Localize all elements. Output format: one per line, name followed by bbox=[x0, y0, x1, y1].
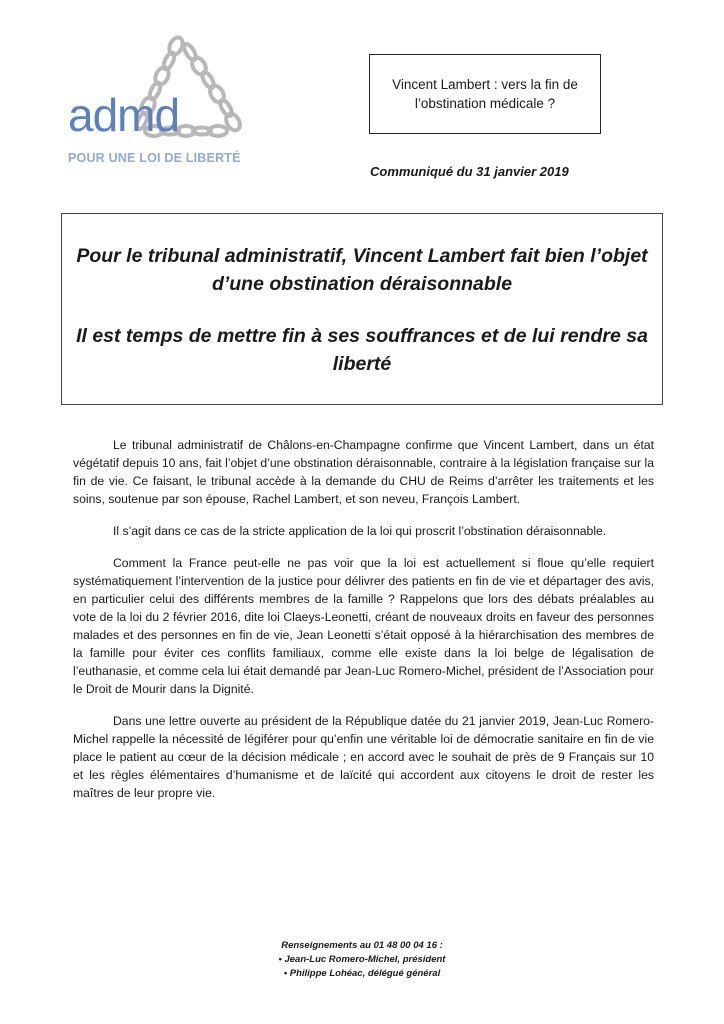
headline-box bbox=[61, 213, 663, 405]
document-title-box bbox=[369, 54, 601, 134]
headline-primary: Pour le tribunal administratif, Vincent Lambert fait bien l’objet d’une obstination déraisonnable bbox=[76, 245, 648, 295]
footer-contact-president: • Jean-Luc Romero-Michel, président bbox=[278, 954, 446, 965]
footer-contact-delegate: • Philippe Lohéac, délégué général bbox=[283, 968, 441, 979]
paragraph: Comment la France peut-elle ne pas voir que la loi est actuellement si floue qu’elle requiert systématiquement l’intervention de la justice pour délivrer des patients en fin de vie et départager des avis, en particulier celui des différents membres de la famille ? Rappelons que lors des débats préalables au vote de la loi du 2 février 2016, dite loi Claeys-Leonetti, créant de nouveaux droits en faveur des personnes malades et des personnes en fin de vie, Jean Leonetti s’était opposé à la hiérarchisation des membres de la famille pour éviter ces conflits familiaux, comme elle existe dans la loi belge de légalisation de l’euthanasie, et comme cela lui était demandé par Jean-Luc Romero-Michel, président de l’Association pour le Droit de Mourir dans la Dignité. bbox=[73, 556, 654, 696]
document-title: Vincent Lambert : vers la fin de l’obstination médicale ? bbox=[392, 77, 578, 111]
logo bbox=[62, 30, 272, 170]
logo-tagline: POUR UNE LOI DE LIBERTÉ bbox=[68, 151, 241, 165]
footer-info-label: Renseignements au 01 48 00 04 16 : bbox=[281, 940, 443, 951]
headline-secondary: Il est temps de mettre fin à ses souffrances et de lui rendre sa liberté bbox=[76, 325, 648, 375]
paragraph: Il s’agit dans ce cas de la stricte application de la loi qui proscrit l’obstination déraisonnable. bbox=[113, 524, 607, 538]
body-text bbox=[73, 436, 654, 816]
logo-wordmark: admd bbox=[68, 89, 180, 141]
paragraph: Le tribunal administratif de Châlons-en-Champagne confirme que Vincent Lambert, dans un état végétatif depuis 10 ans, fait l’objet d’une obstination déraisonnable, contraire à la législation française sur la fin de vie. Ce faisant, le tribunal accède à la demande du CHU de Reims d’arrêter les traitements et les soins, soutenue par son épouse, Rachel Lambert, et son neveu, François Lambert. bbox=[73, 438, 654, 506]
paragraph: Dans une lettre ouverte au président de la République datée du 21 janvier 2019, Jean-Luc Romero-Michel rappelle la nécessité de légiférer pour qu’enfin une véritable loi de démocratie sanitaire en fin de vie place le patient au cœur de la décision médicale ; en accord avec le souhait de près de 9 Français sur 10 et les règles élémentaires d’humanisme et de laïcité qui accordent aux citoyens le droit de rester les maîtres de leur propre vie. bbox=[73, 714, 654, 800]
communique-date: Communiqué du 31 janvier 2019 bbox=[370, 164, 569, 179]
footer-contact bbox=[0, 939, 724, 981]
